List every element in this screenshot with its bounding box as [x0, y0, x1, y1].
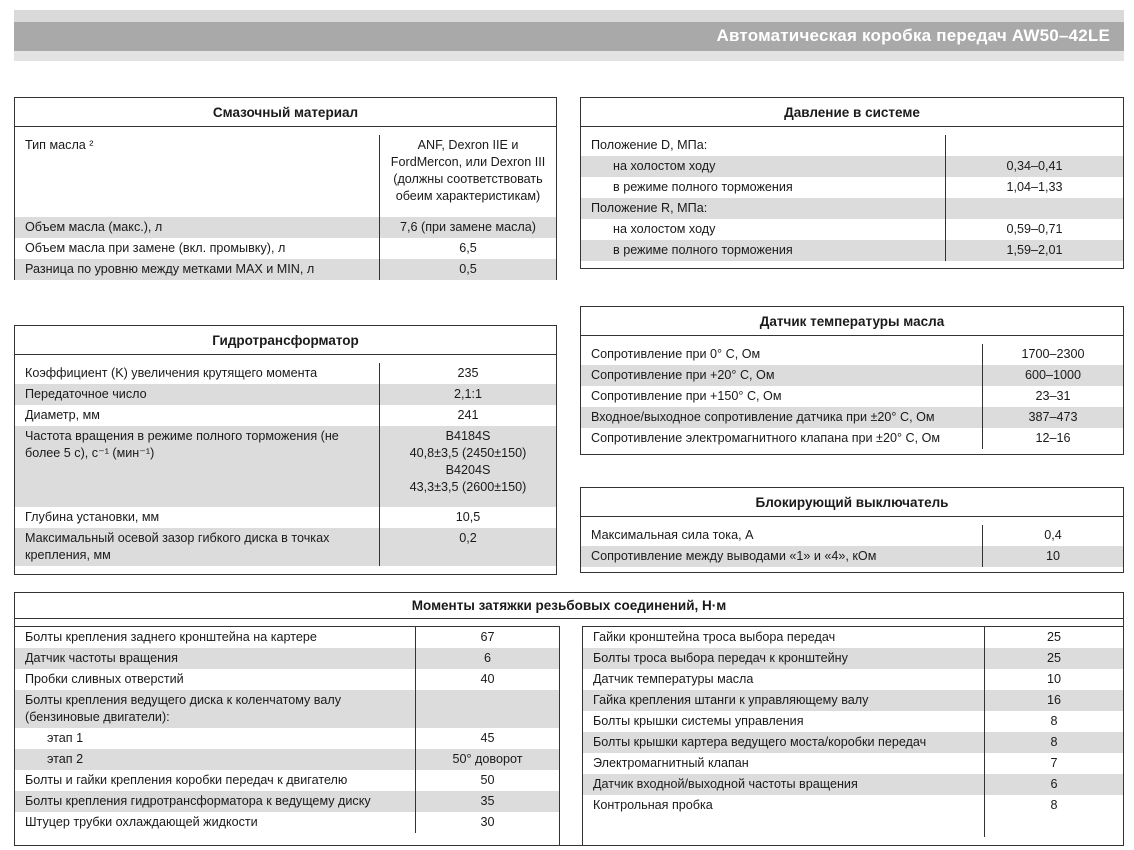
table-row	[583, 795, 1123, 837]
row-value	[946, 135, 1123, 156]
table-row	[15, 770, 559, 791]
table-row	[583, 732, 1123, 753]
table-row	[15, 238, 556, 259]
row-label: Болты крышки картера ведущего моста/коробки передач	[583, 732, 985, 753]
table-row	[583, 690, 1123, 711]
table-row	[581, 386, 1123, 407]
table-row	[583, 648, 1123, 669]
row-value: 40	[480, 672, 495, 686]
speed-value: 43,3±3,5 (2600±150)	[409, 480, 527, 494]
row-label: Диаметр, мм	[15, 405, 380, 426]
row-value: 12–16	[1035, 431, 1071, 445]
row-value	[416, 690, 559, 728]
row-label: Сопротивление электромагнитного клапана при ±20° С, Ом	[581, 428, 983, 449]
table-row	[15, 426, 556, 507]
table-row	[15, 127, 556, 217]
row-value: 8	[1050, 735, 1058, 749]
converter-table	[14, 325, 557, 575]
table-row	[15, 405, 556, 426]
table-row	[583, 669, 1123, 690]
lock-switch-title: Блокирующий выключатель	[581, 488, 1123, 517]
row-value: 0,2	[459, 531, 477, 545]
row-value: 23–31	[1035, 389, 1071, 403]
row-label: Глубина установки, мм	[15, 507, 380, 528]
row-value: 50	[480, 773, 495, 787]
row-value: 7	[1050, 756, 1058, 770]
row-label: Коэффициент (K) увеличения крутящего момента	[15, 363, 380, 384]
row-value	[946, 198, 1123, 219]
converter-title: Гидротрансформатор	[15, 326, 556, 355]
row-label: Разница по уровню между метками MAX и MIN, л	[15, 259, 380, 280]
row-label: Болты троса выбора передач к кронштейну	[583, 648, 985, 669]
row-value: 1700–2300	[1021, 347, 1085, 361]
row-value: 16	[1046, 693, 1061, 707]
row-label: Датчик входной/выходной частоты вращения	[583, 774, 985, 795]
row-label: Тип масла ²	[15, 135, 380, 217]
row-label: Штуцер трубки охлаждающей жидкости	[15, 812, 416, 833]
row-label: Датчик частоты вращения	[15, 648, 416, 669]
table-row	[581, 135, 1123, 156]
table-row	[583, 627, 1123, 648]
table-row	[15, 749, 559, 770]
table-row	[15, 812, 559, 833]
table-row	[15, 791, 559, 812]
row-value: 10,5	[455, 510, 481, 524]
row-label: Частота вращения в режиме полного торможения (не более 5 с), с⁻¹ (мин⁻¹)	[15, 426, 380, 507]
table-row	[581, 344, 1123, 365]
table-row	[15, 528, 556, 566]
row-label: этап 1	[15, 728, 416, 749]
torque-left-column	[15, 626, 560, 846]
table-row	[581, 219, 1123, 240]
table-row	[583, 774, 1123, 795]
row-label: Болты и гайки крепления коробки передач к двигателю	[15, 770, 416, 791]
row-value: 10	[1046, 672, 1061, 686]
model-name: B4184S	[445, 429, 491, 443]
table-row	[583, 753, 1123, 774]
row-label: Передаточное число	[15, 384, 380, 405]
model-name: B4204S	[445, 463, 491, 477]
row-value: 0,4	[1044, 528, 1062, 542]
row-value: 8	[1050, 798, 1058, 812]
row-value: 30	[480, 815, 495, 829]
pressure-title: Давление в системе	[581, 98, 1123, 127]
row-label: Сопротивление при +20° С, Ом	[581, 365, 983, 386]
speed-value: 40,8±3,5 (2450±150)	[409, 446, 527, 460]
row-label: на холостом ходу	[581, 219, 946, 240]
row-label: Положение D, МПа:	[581, 135, 946, 156]
table-row	[15, 728, 559, 749]
table-row	[15, 669, 559, 690]
row-label: Объем масла (макс.), л	[15, 217, 380, 238]
row-label: Болты крышки системы управления	[583, 711, 985, 732]
row-label: этап 2	[15, 749, 416, 770]
row-value: 10	[1045, 549, 1060, 563]
row-value: 0,5	[459, 262, 477, 276]
row-value: 50° доворот	[452, 752, 523, 766]
row-label: Контрольная пробка	[583, 795, 985, 837]
torque-title: Моменты затяжки резьбовых соединений, Н·м	[15, 593, 1123, 619]
row-value: 600–1000	[1024, 368, 1082, 382]
table-row	[15, 259, 556, 280]
page-title: Автоматическая коробка передач AW50–42LE	[716, 26, 1110, 45]
row-value: ANF, Dexron IIE и FordMercon, или Dexron III (должны соответствовать обеим характеристикам)	[390, 138, 546, 203]
table-row	[581, 177, 1123, 198]
lubricant-title: Смазочный материал	[15, 98, 556, 127]
row-label: Сопротивление между выводами «1» и «4», кОм	[581, 546, 983, 567]
row-value: 1,59–2,01	[1006, 243, 1063, 257]
row-label: Гайки кронштейна троса выбора передач	[583, 627, 985, 648]
row-label: Положение R, МПа:	[581, 198, 946, 219]
row-label: Сопротивление при +150° С, Ом	[581, 386, 983, 407]
row-label: Болты крепления заднего кронштейна на картере	[15, 627, 416, 648]
row-value: 1,04–1,33	[1006, 180, 1063, 194]
table-row	[15, 627, 559, 648]
row-value: 25	[1046, 630, 1061, 644]
row-label: Электромагнитный клапан	[583, 753, 985, 774]
pressure-table	[580, 97, 1124, 269]
table-row	[15, 507, 556, 528]
row-label: Сопротивление при 0° С, Ом	[581, 344, 983, 365]
row-value: 0,59–0,71	[1006, 222, 1063, 236]
row-value: 2,1:1	[453, 387, 482, 401]
row-label: Максимальный осевой зазор гибкого диска в точках крепления, мм	[15, 528, 380, 566]
oil-temp-sensor-table	[580, 306, 1124, 455]
row-value: 6	[1050, 777, 1058, 791]
row-value: 7,6 (при замене масла)	[400, 220, 536, 234]
table-row	[581, 428, 1123, 449]
row-value: 25	[1046, 651, 1061, 665]
row-label: Болты крепления ведущего диска к коленчатому валу (бензиновые двигатели):	[15, 690, 416, 728]
row-label: на холостом ходу	[581, 156, 946, 177]
torque-table	[14, 592, 1124, 846]
row-value: 241	[457, 408, 479, 422]
oil-temp-sensor-title: Датчик температуры масла	[581, 307, 1123, 336]
table-row	[15, 648, 559, 669]
header-bar	[14, 22, 1124, 51]
row-label: Датчик температуры масла	[583, 669, 985, 690]
table-row	[15, 384, 556, 405]
row-label: Максимальная сила тока, А	[581, 525, 983, 546]
row-label: Болты крепления гидротрансформатора к ведущему диску	[15, 791, 416, 812]
table-row	[15, 363, 556, 384]
row-label: Гайка крепления штанги к управляющему валу	[583, 690, 985, 711]
row-label: Входное/выходное сопротивление датчика при ±20° С, Ом	[581, 407, 983, 428]
row-value: 0,34–0,41	[1006, 159, 1063, 173]
table-row	[581, 240, 1123, 261]
table-row	[15, 690, 559, 728]
row-label: в режиме полного торможения	[581, 240, 946, 261]
table-row	[581, 525, 1123, 546]
table-row	[583, 711, 1123, 732]
row-value: 6,5	[459, 241, 477, 255]
table-row	[581, 156, 1123, 177]
row-value: 67	[480, 630, 495, 644]
table-row	[581, 365, 1123, 386]
torque-right-column	[582, 626, 1123, 846]
row-value: 8	[1050, 714, 1058, 728]
row-value: 387–473	[1028, 410, 1078, 424]
row-label: Объем масла при замене (вкл. промывку), л	[15, 238, 380, 259]
lubricant-table	[14, 97, 557, 280]
row-value	[380, 426, 556, 507]
table-row	[581, 546, 1123, 567]
row-value: 235	[457, 366, 479, 380]
table-row	[15, 217, 556, 238]
row-label: Пробки сливных отверстий	[15, 669, 416, 690]
header-bottom-stripe	[14, 51, 1124, 61]
table-row	[581, 407, 1123, 428]
row-value: 35	[480, 794, 495, 808]
row-value: 45	[480, 731, 495, 745]
table-row	[581, 198, 1123, 219]
row-value: 6	[483, 651, 491, 665]
header-top-stripe	[14, 10, 1124, 22]
row-label: в режиме полного торможения	[581, 177, 946, 198]
lock-switch-table	[580, 487, 1124, 573]
